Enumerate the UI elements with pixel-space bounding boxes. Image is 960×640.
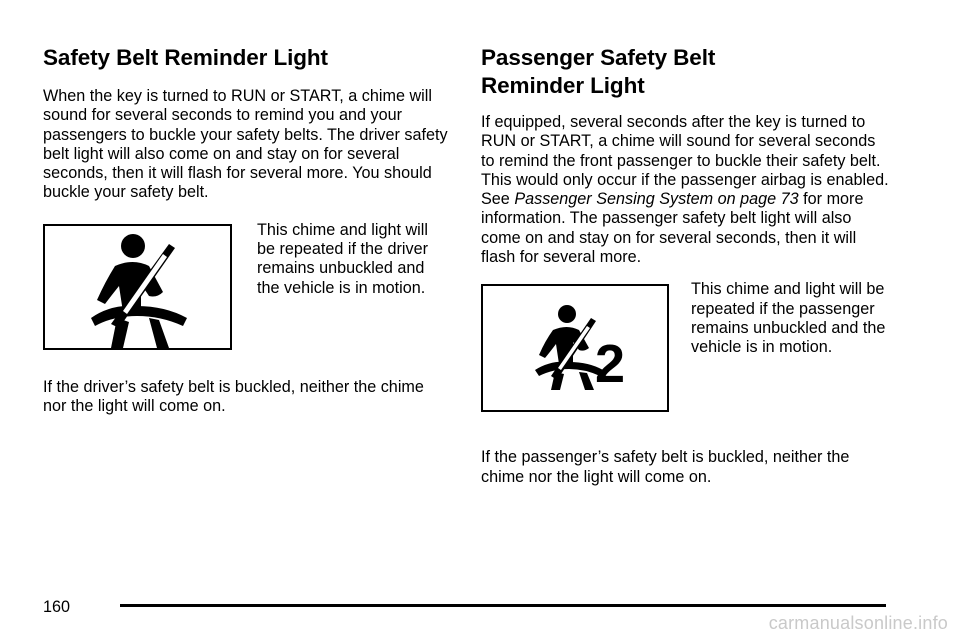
page-number: 160 [43,598,71,616]
section-heading-passenger-reminder [481,44,891,100]
footer-divider [120,604,886,607]
passenger-sensing-reference-link[interactable]: Passenger Sensing System on page 73 [514,190,799,209]
section-heading-safety-belt-reminder: Safety Belt Reminder Light [43,45,328,70]
passenger-repeat-note: This chime and light will be repeated if the passenger remains unbuckled and the vehicle is in motion. [691,280,886,357]
passenger-seatbelt-reminder-icon [481,284,669,412]
passenger-icon-number: 2 [595,334,626,395]
watermark: carmanualsonline.info [768,613,948,633]
passenger-figure-row [481,280,891,412]
passenger-buckled-note: If the passenger’s safety belt is buckled, neither the chime nor the light will come on. [481,448,850,486]
driver-figure-row [43,221,448,350]
heading-line-2: Reminder Light [481,73,645,98]
right-column [481,44,891,487]
driver-buckled-note: If the driver’s safety belt is buckled, neither the chime nor the light will come on. [43,377,424,416]
safety-belt-reminder-intro: When the key is turned to RUN or START, a chime will sound for several seconds to remind you and your passengers to buckle your safety belts. The driver safety belt light will also come on and stay on for several seconds, then it will flash for several more. You should buckle your safety belt. [43,87,448,202]
intro-text-after: for more information. The passenger safety belt light will also come on and stay on for several seconds, then it will flash for several more. [481,190,864,267]
seatbelt-reminder-icon [43,224,232,350]
left-column [43,44,448,416]
intro-text-before: If equipped, several seconds after the key is turned to RUN or START, a chime will sound for several seconds to remind the front passenger to buckle their safety belt. This would only occur if the passenger airbag is enabled. See [481,113,889,209]
heading-line-1: Passenger Safety Belt [481,45,716,70]
passenger-reminder-intro [481,113,891,267]
driver-repeat-note: This chime and light will be repeated if the driver remains unbuckled and the vehicle is in motion. [257,220,428,297]
